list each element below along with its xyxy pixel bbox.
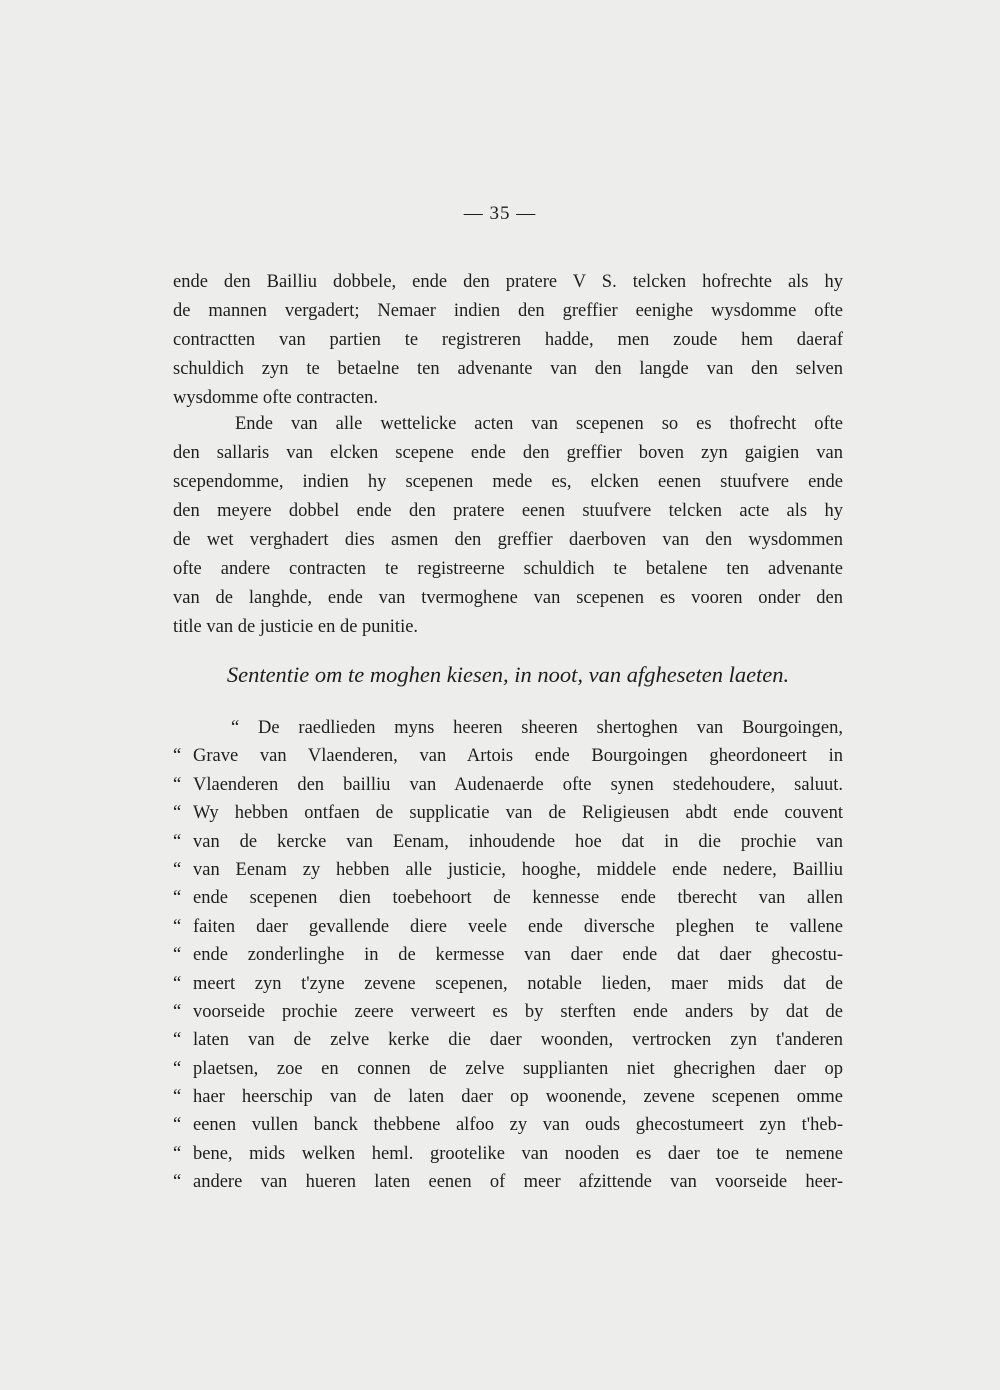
- text-line: schuldich zyn te betaelne ten advenante van den langde van den selven: [173, 359, 843, 379]
- quoted-ordinance: [173, 714, 843, 1197]
- quote-line-text: laten van de zelve kerke die daer woonden, vertrocken zyn t'anderen: [193, 1030, 843, 1051]
- quote-mark: “: [173, 746, 182, 767]
- text-line: title van de justicie en de punitie.: [173, 617, 419, 637]
- quote-line: [173, 1083, 843, 1111]
- quote-line: [173, 714, 843, 742]
- quote-mark: “: [173, 1143, 182, 1164]
- quote-line: [173, 1140, 843, 1168]
- quote-line: [173, 771, 843, 799]
- text-line: den sallaris van elcken scepene ende den greffier boven zyn gaigien van: [173, 443, 843, 463]
- quote-line: [173, 1168, 843, 1196]
- quote-line-text: voorseide prochie zeere verweert es by sterften ende anders by dat de: [193, 1001, 843, 1022]
- quote-line-text: van Eenam zy hebben alle justicie, hooghe, middele ende nedere, Bailliu: [193, 859, 843, 880]
- quote-line-text: andere van hueren laten eenen of meer afzittende van voorseide heer-: [193, 1172, 843, 1193]
- section-heading: Sententie om te moghen kiesen, in noot, van afgheseten laeten.: [226, 662, 790, 687]
- quote-line: [173, 856, 843, 884]
- quote-line-text: ende scepenen dien toebehoort de kennesse ende tberecht van allen: [193, 888, 843, 909]
- quote-mark: “: [173, 973, 182, 994]
- quote-mark: “: [173, 916, 182, 937]
- quote-mark: “: [173, 1087, 182, 1108]
- text-line: scependomme, indien hy scepenen mede es, elcken eenen stuufvere ende: [173, 472, 843, 492]
- quote-line-text: faiten daer gevallende diere veele ende diversche pleghen te vallene: [193, 916, 843, 937]
- quote-line-text: meert zyn t'zyne zevene scepenen, notable lieden, maer mids dat de: [193, 973, 843, 994]
- quote-line: [173, 1111, 843, 1139]
- quote-line: [173, 913, 843, 941]
- text-line: de mannen vergadert; Nemaer indien den greffier eenighe wysdomme ofte: [173, 301, 843, 321]
- quote-line-text: Wy hebben ontfaen de supplicatie van de Religieusen abdt ende couvent: [193, 803, 843, 824]
- quote-line-text: eenen vullen banck thebbene alfoo zy van ouds ghecostumeert zyn t'heb-: [193, 1115, 843, 1136]
- paragraph-2: [173, 410, 843, 642]
- text-line: de wet verghadert dies asmen den greffier daerboven van den wysdommen: [173, 530, 843, 550]
- text-line: contractten van partien te registreren hadde, men zoude hem daeraf: [173, 330, 843, 350]
- quote-line: [173, 742, 843, 770]
- page-number: — 35 —: [463, 203, 537, 224]
- text-line: ende den Bailliu dobbele, ende den pratere V S. telcken hofrechte als hy: [173, 272, 843, 292]
- quote-line-text: Grave van Vlaenderen, van Artois ende Bourgoingen gheordoneert in: [193, 746, 843, 767]
- quote-mark: “: [173, 1172, 182, 1193]
- quote-line: [173, 884, 843, 912]
- quote-mark: “: [173, 1001, 182, 1022]
- text-line: den meyere dobbel ende den pratere eenen stuufvere telcken acte als hy: [173, 501, 843, 521]
- quote-line-text: “ De raedlieden myns heeren sheeren shertoghen van Bourgoingen,: [231, 718, 843, 738]
- quote-line-text: plaetsen, zoe en connen de zelve supplianten niet ghecrighen daer op: [193, 1058, 843, 1079]
- quote-mark: “: [173, 859, 182, 880]
- quote-line-text: Vlaenderen den bailliu van Audenaerde ofte synen stedehoudere, saluut.: [193, 774, 843, 795]
- quote-line-text: bene, mids welken heml. grootelike van nooden es daer toe te nemene: [193, 1143, 843, 1164]
- quote-mark: “: [173, 888, 182, 909]
- quote-mark: “: [173, 1058, 182, 1079]
- quote-mark: “: [173, 803, 182, 824]
- text-line: ofte andere contracten te registreerne schuldich te betalene ten advenante: [173, 559, 843, 579]
- text-line: van de langhde, ende van tvermoghene van scepenen es vooren onder den: [173, 588, 843, 608]
- quote-line: [173, 970, 843, 998]
- quote-line: [173, 1055, 843, 1083]
- quote-mark: “: [173, 774, 182, 795]
- quote-line: [173, 998, 843, 1026]
- quote-mark: “: [173, 831, 182, 852]
- paragraph-1: [173, 268, 843, 413]
- quote-mark: “: [173, 945, 182, 966]
- text-line: Ende van alle wettelicke acten van scepenen so es thofrecht ofte: [235, 414, 843, 434]
- quote-line: [173, 799, 843, 827]
- quote-line-text: ende zonderlinghe in de kermesse van daer ende dat daer ghecostu-: [193, 945, 843, 966]
- text-line: wysdomme ofte contracten.: [173, 388, 378, 408]
- quote-line-text: haer heerschip van de laten daer op woonende, zevene scepenen omme: [193, 1087, 843, 1108]
- quote-line: [173, 828, 843, 856]
- quote-line: [173, 1026, 843, 1054]
- quote-mark: “: [173, 1030, 182, 1051]
- quote-line: [173, 941, 843, 969]
- quote-mark: “: [173, 1115, 182, 1136]
- quote-line-text: van de kercke van Eenam, inhoudende hoe dat in die prochie van: [193, 831, 843, 852]
